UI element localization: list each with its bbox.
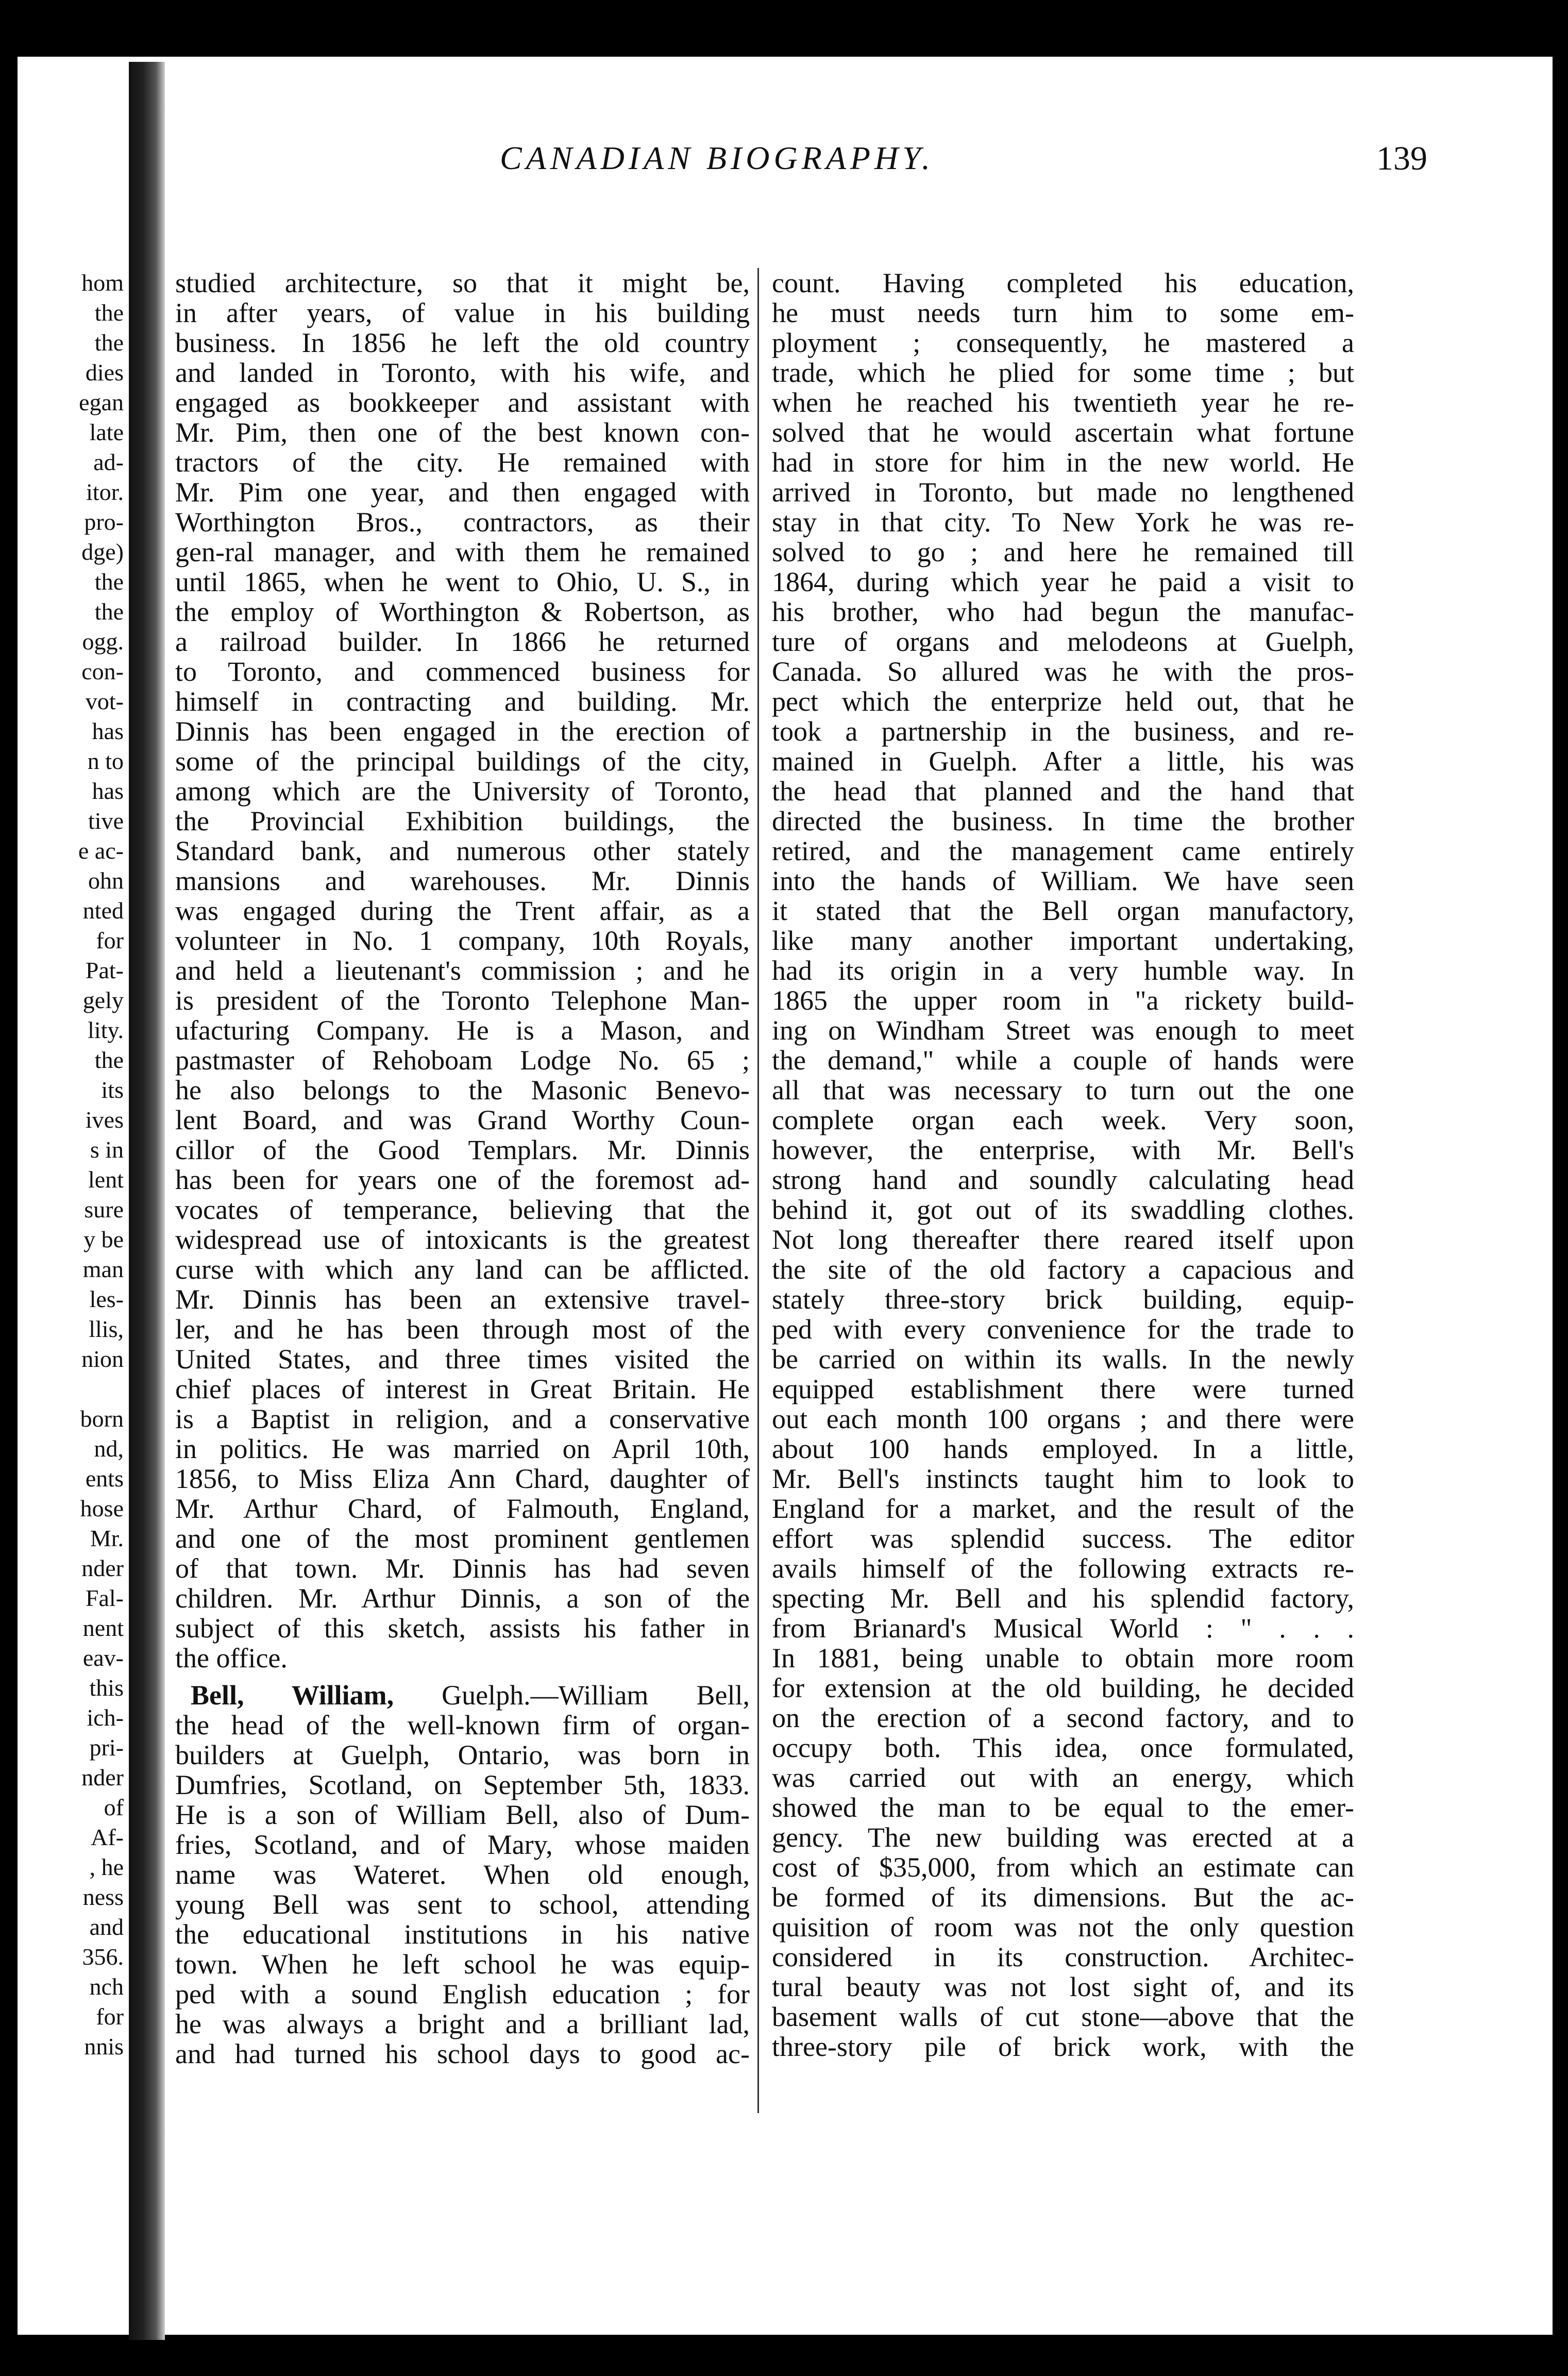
text-line: Not long thereafter there reared itself upon — [772, 1224, 1354, 1255]
margin-fragment: tive — [88, 808, 124, 834]
text-line: chief places of interest in Great Britain. He — [175, 1374, 750, 1404]
margin-fragment: egan — [79, 389, 124, 415]
margin-fragment: ents — [85, 1465, 124, 1492]
margin-fragment: e ac- — [78, 838, 124, 864]
margin-fragment: has — [92, 718, 124, 744]
page-header — [330, 139, 1427, 196]
text-line: United States, and three times visited the — [175, 1344, 750, 1375]
text-line: three-story pile of brick work, with the — [772, 2031, 1354, 2062]
margin-fragment: the — [94, 1047, 124, 1073]
text-line: his brother, who had begun the manufac- — [772, 596, 1354, 627]
margin-fragment: born — [80, 1405, 124, 1432]
margin-fragment: itor. — [86, 479, 124, 505]
text-line: is a Baptist in religion, and a conservative — [175, 1403, 750, 1434]
facing-page-fragments — [5, 268, 124, 2062]
text-line: he must needs turn him to some em- — [772, 297, 1354, 328]
text-line: himself in contracting and building. Mr. — [175, 686, 750, 717]
margin-fragment: s in — [90, 1136, 124, 1163]
text-line: volunteer in No. 1 company, 10th Royals, — [175, 925, 750, 956]
text-line: in after years, of value in his building — [175, 297, 750, 328]
text-line: and one of the most prominent gentlemen — [175, 1523, 750, 1554]
text-line: widespread use of intoxicants is the greatest — [175, 1224, 750, 1255]
margin-fragment: , he — [89, 1854, 124, 1880]
text-line: a railroad builder. In 1866 he returned — [175, 626, 750, 657]
text-line: like many another important undertaking, — [772, 925, 1354, 956]
text-line: cost of $35,000, from which an estimate can — [772, 1852, 1354, 1883]
margin-fragment: late — [89, 419, 124, 445]
scan-border-right — [1553, 0, 1568, 2376]
margin-fragment: nder — [81, 1555, 124, 1581]
text-line: town. When he left school he was equip- — [175, 1949, 750, 1980]
margin-fragment: its — [101, 1077, 124, 1103]
text-line: into the hands of William. We have seen — [772, 865, 1354, 896]
text-line: 1864, during which year he paid a visit to — [772, 566, 1354, 597]
text-line: the Provincial Exhibition buildings, the — [175, 806, 750, 836]
text-line: the site of the old factory a capacious and — [772, 1254, 1354, 1285]
text-line: builders at Guelph, Ontario, was born in — [175, 1739, 750, 1770]
margin-fragment: pri- — [89, 1734, 124, 1761]
margin-fragment: this — [89, 1675, 124, 1701]
text-line: trade, which he plied for some time ; but — [772, 357, 1354, 388]
margin-fragment: ogg. — [82, 628, 124, 655]
text-line: ler, and he has been through most of the — [175, 1314, 750, 1345]
text-line: 1865 the upper room in "a rickety build- — [772, 985, 1354, 1016]
text-line: ture of organs and melodeons at Guelph, — [772, 626, 1354, 657]
text-line: the head that planned and the hand that — [772, 776, 1354, 807]
text-line: in politics. He was married on April 10th, — [175, 1433, 750, 1464]
text-line: stay in that city. To New York he was re- — [772, 507, 1354, 538]
text-line: name was Wateret. When old enough, — [175, 1859, 750, 1890]
text-line: had in store for him in the new world. He — [772, 447, 1354, 478]
running-head: CANADIAN BIOGRAPHY. — [500, 140, 934, 176]
text-line: however, the enterprise, with Mr. Bell's — [772, 1134, 1354, 1165]
text-line: count. Having completed his education, — [772, 267, 1354, 298]
margin-fragment: the — [94, 299, 124, 326]
text-line: it stated that the Bell organ manufactory, — [772, 895, 1354, 926]
margin-fragment: dies — [85, 359, 124, 386]
text-line: mansions and warehouses. Mr. Dinnis — [175, 865, 750, 896]
text-line: occupy both. This idea, once formulated, — [772, 1732, 1354, 1763]
text-line: 1856, to Miss Eliza Ann Chard, daughter of — [175, 1463, 750, 1494]
left-column — [175, 268, 750, 2069]
text-line: Mr. Arthur Chard, of Falmouth, England, — [175, 1493, 750, 1524]
margin-fragment: nch — [89, 1973, 124, 2000]
text-line: vocates of temperance, believing that the — [175, 1194, 750, 1225]
entry-first-line — [175, 1680, 750, 1710]
text-line: solved to go ; and here he remained till — [772, 537, 1354, 567]
text-line: subject of this sketch, assists his father in — [175, 1613, 750, 1644]
text-line: from Brianard's Musical World : " . . . — [772, 1613, 1354, 1644]
margin-fragment: Af- — [91, 1824, 124, 1850]
margin-fragment: lity. — [88, 1017, 124, 1043]
margin-fragment: nted — [82, 897, 124, 924]
book-gutter-shadow — [129, 62, 165, 2340]
text-line: business. In 1856 he left the old country — [175, 327, 750, 358]
text-line: ing on Windham Street was enough to meet — [772, 1015, 1354, 1046]
text-line: Dinnis has been engaged in the erection of — [175, 716, 750, 747]
margin-fragment: for — [96, 2003, 124, 2030]
margin-fragment: ness — [82, 1884, 124, 1910]
text-line: Mr. Bell's instincts taught him to look to — [772, 1463, 1354, 1494]
margin-fragment: con- — [81, 658, 124, 684]
margin-fragment: the — [94, 598, 124, 625]
text-line: Worthington Bros., contractors, as their — [175, 507, 750, 538]
text-line: Mr. Pim, then one of the best known con- — [175, 417, 750, 448]
text-line: stately three-story brick building, equip- — [772, 1284, 1354, 1315]
text-line: Mr. Dinnis has been an extensive travel- — [175, 1284, 750, 1315]
text-line: for extension at the old building, he decided — [772, 1672, 1354, 1703]
margin-fragment: n to — [87, 748, 124, 774]
text-line: equipped establishment there were turned — [772, 1374, 1354, 1404]
text-line: ployment ; consequently, he mastered a — [772, 327, 1354, 358]
text-line: fries, Scotland, and of Mary, whose maiden — [175, 1829, 750, 1860]
margin-fragment: ich- — [87, 1704, 124, 1731]
text-line: and landed in Toronto, with his wife, and — [175, 357, 750, 388]
text-line: retired, and the management came entirely — [772, 835, 1354, 866]
margin-fragment: les- — [89, 1286, 124, 1312]
text-line: of that town. Mr. Dinnis has had seven — [175, 1553, 750, 1584]
entry-name: Bell, William, — [191, 1680, 394, 1711]
text-line: the office. — [175, 1643, 288, 1674]
text-line: He is a son of William Bell, also of Dum- — [175, 1799, 750, 1830]
text-line: behind it, got out of its swaddling clothes. — [772, 1194, 1354, 1225]
margin-fragment: lent — [88, 1166, 124, 1193]
text-line: Mr. Pim one year, and then engaged with — [175, 477, 750, 508]
text-line: he also belongs to the Masonic Benevo- — [175, 1075, 750, 1106]
text-line: Canada. So allured was he with the pros- — [772, 656, 1354, 687]
text-line: complete organ each week. Very soon, — [772, 1105, 1354, 1135]
text-line: solved that he would ascertain what fortune — [772, 417, 1354, 448]
text-line: pect which the enterprize held out, that he — [772, 686, 1354, 717]
text-line: ufacturing Company. He is a Mason, and — [175, 1015, 750, 1046]
margin-fragment: nnis — [84, 2033, 124, 2060]
margin-fragment: the — [94, 568, 124, 595]
right-column — [772, 268, 1354, 2062]
margin-fragment: llis, — [89, 1316, 124, 1342]
text-line: considered in its construction. Architec- — [772, 1942, 1354, 1972]
text-line: he was always a bright and a brilliant lad, — [175, 2009, 750, 2039]
text-line: young Bell was sent to school, attending — [175, 1889, 750, 1920]
text-line: strong hand and soundly calculating head — [772, 1164, 1354, 1195]
text-line: England for a market, and the result of the — [772, 1493, 1354, 1524]
page-number: 139 — [1376, 140, 1427, 177]
margin-fragment: nent — [82, 1615, 124, 1641]
text-line: be formed of its dimensions. But the ac- — [772, 1882, 1354, 1913]
margin-fragment: gely — [82, 987, 124, 1013]
margin-fragment: nder — [81, 1764, 124, 1791]
text-line: gency. The new building was erected at a — [772, 1822, 1354, 1853]
text-line: the educational institutions in his native — [175, 1919, 750, 1950]
text-line: was engaged during the Trent affair, as a — [175, 895, 750, 926]
margin-fragment: of — [104, 1794, 124, 1820]
column-divider — [757, 268, 759, 2113]
text-line: avails himself of the following extracts re- — [772, 1553, 1354, 1584]
text-line: cillor of the Good Templars. Mr. Dinnis — [175, 1134, 750, 1165]
text-line: tural beauty was not lost sight of, and its — [772, 1971, 1354, 2002]
margin-fragment: nion — [81, 1346, 124, 1372]
text-line: gen-ral manager, and with them he remained — [175, 537, 750, 567]
margin-fragment: dge) — [81, 539, 124, 565]
text-line: studied architecture, so that it might be, — [175, 267, 750, 298]
margin-fragment: eav- — [82, 1645, 124, 1671]
text-line: until 1865, when he went to Ohio, U. S., in — [175, 566, 750, 597]
text-line: Dumfries, Scotland, on September 5th, 1833. — [175, 1769, 750, 1800]
text-line: specting Mr. Bell and his splendid factory, — [772, 1583, 1354, 1614]
text-line: the employ of Worthington & Robertson, as — [175, 596, 750, 627]
margin-fragment: y be — [83, 1226, 124, 1252]
text-line: pastmaster of Rehoboam Lodge No. 65 ; — [175, 1045, 750, 1076]
margin-fragment: vot- — [85, 688, 124, 714]
margin-fragment: man — [82, 1256, 124, 1282]
text-line: ped with every convenience for the trade to — [772, 1314, 1354, 1345]
text-line: lent Board, and was Grand Worthy Coun- — [175, 1105, 750, 1135]
text-line: quisition of room was not the only question — [772, 1912, 1354, 1943]
text-line: effort was splendid success. The editor — [772, 1523, 1354, 1554]
text-line: be carried on within its walls. In the newly — [772, 1344, 1354, 1375]
margin-fragment: ives — [85, 1107, 124, 1133]
text-line: has been for years one of the foremost ad- — [175, 1164, 750, 1195]
text-line: was carried out with an energy, which — [772, 1762, 1354, 1793]
text-line: the head of the well-known firm of organ- — [175, 1710, 750, 1741]
scan-border-top — [0, 0, 1568, 57]
text-line: some of the principal buildings of the city, — [175, 746, 750, 777]
margin-fragment: for — [96, 927, 124, 953]
entry-location: Guelph.—William Bell, — [394, 1680, 750, 1711]
text-line: arrived in Toronto, but made no lengthened — [772, 477, 1354, 508]
text-line: showed the man to be equal to the emer- — [772, 1792, 1354, 1823]
margin-fragment: Fal- — [85, 1585, 124, 1611]
text-line: In 1881, being unable to obtain more room — [772, 1643, 1354, 1674]
margin-fragment: and — [89, 1914, 124, 1940]
margin-fragment: pro- — [84, 509, 124, 535]
text-line: children. Mr. Arthur Dinnis, a son of the — [175, 1583, 750, 1614]
margin-fragment — [5, 1374, 124, 1404]
text-line: about 100 hands employed. In a little, — [772, 1433, 1354, 1464]
margin-fragment: ad- — [93, 449, 124, 475]
margin-fragment: sure — [84, 1196, 124, 1223]
text-line: on the erection of a second factory, and to — [772, 1702, 1354, 1733]
text-line: and had turned his school days to good ac- — [175, 2038, 750, 2069]
margin-fragment: Pat- — [85, 957, 124, 983]
margin-fragment: hose — [80, 1495, 124, 1521]
text-line: is president of the Toronto Telephone Man- — [175, 985, 750, 1016]
text-line: ped with a sound English education ; for — [175, 1979, 750, 2010]
text-line: directed the business. In time the brother — [772, 806, 1354, 836]
margin-fragment: 356. — [82, 1944, 124, 1970]
text-line: had its origin in a very humble way. In — [772, 955, 1354, 986]
text-line: to Toronto, and commenced business for — [175, 656, 750, 687]
text-line: basement walls of cut stone—above that the — [772, 2001, 1354, 2032]
text-line: and held a lieutenant's commission ; and he — [175, 955, 750, 986]
text-line: tractors of the city. He remained with — [175, 447, 750, 478]
margin-fragment: hom — [81, 270, 124, 296]
margin-fragment: Mr. — [90, 1525, 124, 1551]
margin-fragment: has — [92, 778, 124, 804]
margin-fragment: ohn — [88, 867, 124, 894]
text-line: all that was necessary to turn out the one — [772, 1075, 1354, 1106]
text-line: engaged as bookkeeper and assistant with — [175, 387, 750, 418]
margin-fragment: the — [94, 329, 124, 356]
text-line: among which are the University of Toronto, — [175, 776, 750, 807]
margin-fragment: nd, — [94, 1435, 124, 1462]
text-line: took a partnership in the business, and re- — [772, 716, 1354, 747]
text-line: curse with which any land can be afflicted. — [175, 1254, 750, 1285]
text-line: out each month 100 organs ; and there were — [772, 1403, 1354, 1434]
scan-border-bottom — [0, 2335, 1568, 2376]
text-line: the demand," while a couple of hands were — [772, 1045, 1354, 1076]
text-line: Standard bank, and numerous other stately — [175, 835, 750, 866]
text-line: mained in Guelph. After a little, his was — [772, 746, 1354, 777]
text-line: when he reached his twentieth year he re- — [772, 387, 1354, 418]
